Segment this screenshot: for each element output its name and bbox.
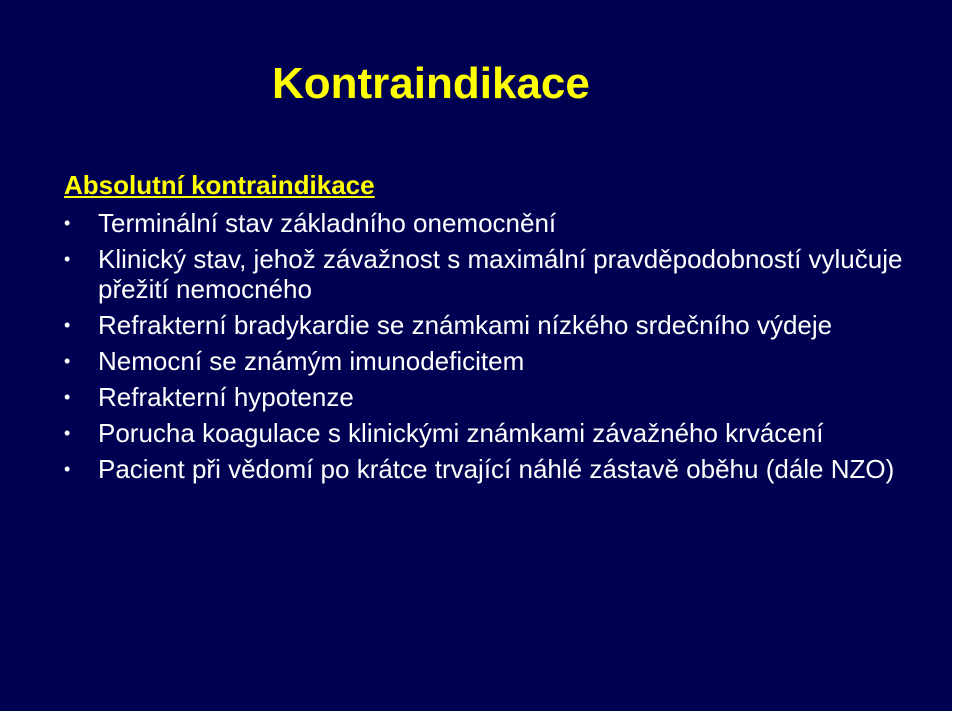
- slide-title: Kontraindikace: [272, 59, 590, 108]
- section-heading: Absolutní kontraindikace: [64, 170, 375, 200]
- bullet-list: [64, 208, 924, 490]
- bullet-text: Terminální stav základního onemocnění: [98, 208, 557, 238]
- bullet-item: [64, 346, 924, 376]
- bullet-text: Klinický stav, jehož závažnost s maximální pravděpodobností vylučuje přežití nemocného: [98, 244, 903, 304]
- bullet-text: Refrakterní hypotenze: [98, 382, 354, 412]
- bullet-text: Nemocní se známým imunodeficitem: [98, 346, 525, 376]
- bullet-icon: •: [64, 351, 71, 371]
- bullet-icon: •: [64, 423, 71, 443]
- bullet-item: [64, 418, 924, 448]
- bullet-icon: •: [64, 249, 71, 269]
- bullet-item: [64, 454, 924, 484]
- bullet-text: Refrakterní bradykardie se známkami nízkého srdečního výdeje: [98, 310, 833, 340]
- bullet-text: Pacient při vědomí po krátce trvající náhlé zástavě oběhu (dále NZO): [98, 454, 895, 484]
- bullet-item: [64, 244, 924, 304]
- bullet-item: [64, 208, 924, 238]
- bullet-icon: •: [64, 387, 71, 407]
- bullet-item: [64, 310, 924, 340]
- bullet-icon: •: [64, 459, 71, 479]
- bullet-item: [64, 382, 924, 412]
- bullet-icon: •: [64, 315, 71, 335]
- bullet-icon: •: [64, 213, 71, 233]
- bullet-text: Porucha koagulace s klinickými známkami závažného krvácení: [98, 418, 824, 448]
